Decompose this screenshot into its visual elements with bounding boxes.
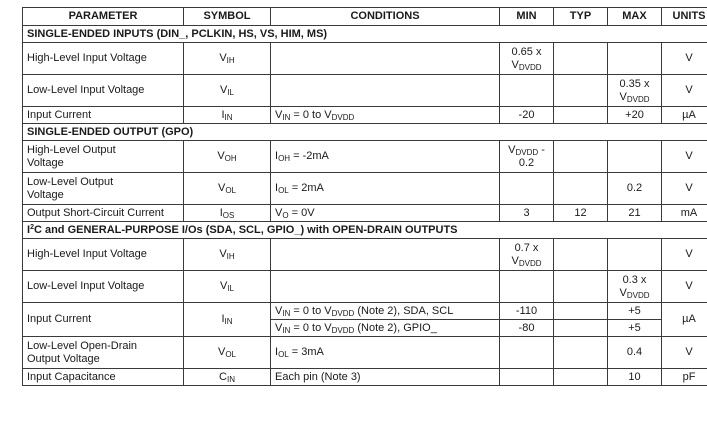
- table-row: [23, 369, 707, 386]
- symbol-cell: $V_{IL}$: [184, 271, 271, 303]
- typ-cell: [554, 369, 608, 386]
- min-cell: 3: [500, 205, 554, 222]
- max-cell: 21: [608, 205, 662, 222]
- header-max: MAX: [608, 8, 662, 26]
- typ-cell: [554, 303, 608, 320]
- section-row: [23, 222, 707, 239]
- table-row: [23, 107, 707, 124]
- conditions-cell: [271, 75, 500, 107]
- table-row: [23, 75, 707, 107]
- param-cell: Low-Level Input Voltage: [23, 75, 184, 107]
- max-cell: 0.2: [608, 173, 662, 205]
- symbol-cell: $I_{IN}$: [184, 303, 271, 337]
- param-cell: High-Level Input Voltage: [23, 239, 184, 271]
- min-cell: 0.7 x $V_{DVDD}$: [500, 239, 554, 271]
- min-cell: [500, 337, 554, 369]
- typ-cell: [554, 141, 608, 173]
- typ-cell: [554, 271, 608, 303]
- conditions-cell: $V_{IN} = 0$ to $V_{DVDD}$ (Note 2), GPIO_: [271, 320, 500, 337]
- param-cell: Output Short-Circuit Current: [23, 205, 184, 222]
- min-cell: [500, 271, 554, 303]
- max-cell: [608, 141, 662, 173]
- units-cell: V: [662, 43, 707, 75]
- header-row: [23, 8, 707, 26]
- min-cell: -20: [500, 107, 554, 124]
- symbol-cell: $V_{IL}$: [184, 75, 271, 107]
- header-parameter: PARAMETER: [23, 8, 184, 26]
- table-row: [23, 239, 707, 271]
- table-row: [23, 205, 707, 222]
- max-cell: 0.4: [608, 337, 662, 369]
- table-row: [23, 271, 707, 303]
- max-cell: 0.3 x $V_{DVDD}$: [608, 271, 662, 303]
- typ-cell: [554, 320, 608, 337]
- typ-cell: [554, 75, 608, 107]
- units-cell: V: [662, 337, 707, 369]
- conditions-cell: [271, 271, 500, 303]
- table-row: [23, 173, 707, 205]
- param-cell: Input Current: [23, 107, 184, 124]
- conditions-cell: $V_O = 0V$: [271, 205, 500, 222]
- units-cell: µA: [662, 303, 707, 337]
- param-cell: Input Current: [23, 303, 184, 337]
- conditions-cell: $V_{IN} = 0$ to $V_{DVDD}$: [271, 107, 500, 124]
- symbol-cell: $C_{IN}$: [184, 369, 271, 386]
- units-cell: µA: [662, 107, 707, 124]
- max-cell: +5: [608, 320, 662, 337]
- max-cell: 10: [608, 369, 662, 386]
- param-cell: Low-Level Open-Drain Output Voltage: [23, 337, 184, 369]
- section-row: [23, 26, 707, 43]
- min-cell: [500, 75, 554, 107]
- max-cell: +20: [608, 107, 662, 124]
- symbol-cell: $V_{OH}$: [184, 141, 271, 173]
- table-row: [23, 337, 707, 369]
- param-cell: Low-Level Input Voltage: [23, 271, 184, 303]
- symbol-cell: $V_{OL}$: [184, 173, 271, 205]
- table-row: [23, 141, 707, 173]
- symbol-cell: $I_{IN}$: [184, 107, 271, 124]
- min-cell: 0.65 x $V_{DVDD}$: [500, 43, 554, 75]
- min-cell: -110: [500, 303, 554, 320]
- max-cell: +5: [608, 303, 662, 320]
- typ-cell: [554, 43, 608, 75]
- units-cell: pF: [662, 369, 707, 386]
- max-cell: [608, 239, 662, 271]
- typ-cell: 12: [554, 205, 608, 222]
- section-title: SINGLE-ENDED INPUTS (DIN_, PCLKIN, HS, VS, HIM, MS): [23, 26, 707, 43]
- electrical-characteristics-table: [22, 7, 707, 386]
- min-cell: $V_{DVDD}$ - 0.2: [500, 141, 554, 173]
- units-cell: V: [662, 75, 707, 107]
- conditions-cell: $I_{OL} = 2mA$: [271, 173, 500, 205]
- conditions-cell: $I_{OH} = -2mA$: [271, 141, 500, 173]
- param-cell: Low-Level Output Voltage: [23, 173, 184, 205]
- conditions-cell: $V_{IN} = 0$ to $V_{DVDD}$ (Note 2), SDA, SCL: [271, 303, 500, 320]
- header-min: MIN: [500, 8, 554, 26]
- typ-cell: [554, 239, 608, 271]
- header-typ: TYP: [554, 8, 608, 26]
- header-symbol: SYMBOL: [184, 8, 271, 26]
- spec-table-container: [22, 7, 707, 386]
- units-cell: V: [662, 141, 707, 173]
- symbol-cell: $V_{OL}$: [184, 337, 271, 369]
- symbol-cell: $V_{IH}$: [184, 43, 271, 75]
- conditions-cell: [271, 43, 500, 75]
- min-cell: -80: [500, 320, 554, 337]
- typ-cell: [554, 173, 608, 205]
- symbol-cell: $I_{OS}$: [184, 205, 271, 222]
- typ-cell: [554, 337, 608, 369]
- units-cell: V: [662, 271, 707, 303]
- units-cell: V: [662, 239, 707, 271]
- header-conditions: CONDITIONS: [271, 8, 500, 26]
- typ-cell: [554, 107, 608, 124]
- min-cell: [500, 173, 554, 205]
- section-title: $I^2C$ and GENERAL-PURPOSE I/Os (SDA, SCL, GPIO_) with OPEN-DRAIN OUTPUTS: [23, 222, 707, 239]
- param-cell: Input Capacitance: [23, 369, 184, 386]
- units-cell: mA: [662, 205, 707, 222]
- min-cell: [500, 369, 554, 386]
- conditions-cell: Each pin (Note 3): [271, 369, 500, 386]
- param-cell: High-Level Input Voltage: [23, 43, 184, 75]
- conditions-cell: $I_{OL} = 3mA$: [271, 337, 500, 369]
- conditions-cell: [271, 239, 500, 271]
- param-cell: High-Level Output Voltage: [23, 141, 184, 173]
- symbol-cell: $V_{IH}$: [184, 239, 271, 271]
- header-units: UNITS: [662, 8, 707, 26]
- table-row: [23, 303, 707, 320]
- max-cell: 0.35 x $V_{DVDD}$: [608, 75, 662, 107]
- section-title: SINGLE-ENDED OUTPUT (GPO): [23, 124, 707, 141]
- table-row: [23, 43, 707, 75]
- units-cell: V: [662, 173, 707, 205]
- max-cell: [608, 43, 662, 75]
- section-row: [23, 124, 707, 141]
